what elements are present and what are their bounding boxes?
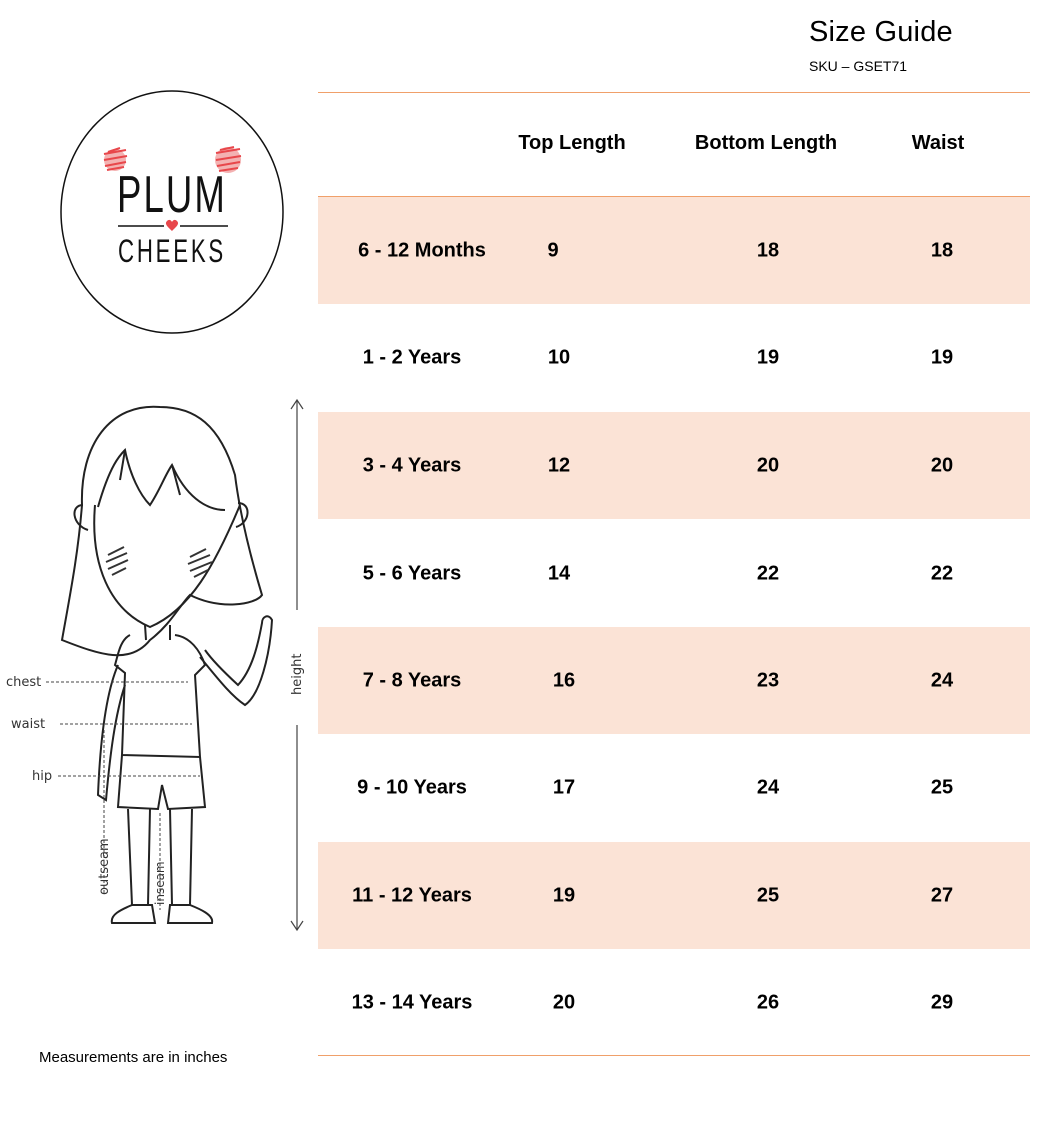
waist-cell: 22 xyxy=(930,562,954,584)
top-length-cell: 12 xyxy=(547,454,571,476)
sku-label: SKU – GSET71 xyxy=(809,58,908,74)
waist-cell: 25 xyxy=(930,776,954,798)
height-label: height xyxy=(290,653,305,695)
bottom-length-cell: 25 xyxy=(756,884,780,906)
bottom-length-cell: 18 xyxy=(756,239,780,261)
top-length-cell: 16 xyxy=(552,669,576,691)
logo-line-2: CHEEKS xyxy=(118,233,226,269)
size-cell: 1 - 2 Years xyxy=(362,346,462,368)
bottom-length-cell: 24 xyxy=(756,776,780,798)
column-header-top-length: Top Length xyxy=(518,132,626,154)
top-length-cell: 20 xyxy=(552,991,576,1013)
size-cell: 13 - 14 Years xyxy=(351,991,473,1013)
bottom-length-cell: 26 xyxy=(756,991,780,1013)
outseam-label: outseam xyxy=(97,838,112,895)
bottom-length-cell: 23 xyxy=(756,669,780,691)
bottom-length-cell: 20 xyxy=(756,454,780,476)
size-cell: 9 - 10 Years xyxy=(357,776,467,798)
measurement-note: Measurements are in inches xyxy=(39,1049,228,1066)
table-row xyxy=(318,949,1030,1056)
table-row xyxy=(318,842,1030,949)
size-cell: 3 - 4 Years xyxy=(362,454,462,476)
waist-cell: 24 xyxy=(930,669,954,691)
table-row xyxy=(318,197,1030,304)
column-header-waist: Waist xyxy=(911,132,965,154)
bottom-length-cell: 22 xyxy=(756,562,780,584)
table-row xyxy=(318,627,1030,734)
top-length-cell: 19 xyxy=(552,884,576,906)
column-header-bottom-length: Bottom Length xyxy=(694,132,838,154)
logo-line-1: PLUM xyxy=(117,166,227,224)
inseam-label: inseam xyxy=(153,861,167,905)
top-length-cell: 10 xyxy=(547,346,571,368)
table-row xyxy=(318,304,1030,411)
size-cell: 11 - 12 Years xyxy=(352,884,472,906)
top-length-cell: 17 xyxy=(552,776,576,798)
waist-label: waist xyxy=(11,717,46,732)
table-row xyxy=(318,734,1030,841)
waist-cell: 19 xyxy=(930,346,954,368)
size-cell: 7 - 8 Years xyxy=(362,669,462,691)
waist-cell: 20 xyxy=(930,454,954,476)
table-row xyxy=(318,412,1030,519)
waist-cell: 18 xyxy=(930,239,954,261)
top-divider xyxy=(318,92,1030,93)
measurement-figure xyxy=(0,395,310,955)
size-cell: 6 - 12 Months xyxy=(358,239,486,261)
bottom-length-cell: 19 xyxy=(756,346,780,368)
plum-cheeks-logo xyxy=(60,90,284,334)
size-cell: 5 - 6 Years xyxy=(362,562,462,584)
table-row xyxy=(318,520,1030,627)
hip-label: hip xyxy=(32,769,53,784)
chest-label: chest xyxy=(6,675,42,690)
waist-cell: 29 xyxy=(930,991,954,1013)
top-length-cell: 14 xyxy=(547,562,571,584)
top-length-cell: 9 xyxy=(547,239,559,261)
cheek-left-icon xyxy=(106,547,128,575)
page-title: Size Guide xyxy=(809,16,953,48)
waist-cell: 27 xyxy=(930,884,954,906)
cheek-right-icon xyxy=(188,549,212,577)
